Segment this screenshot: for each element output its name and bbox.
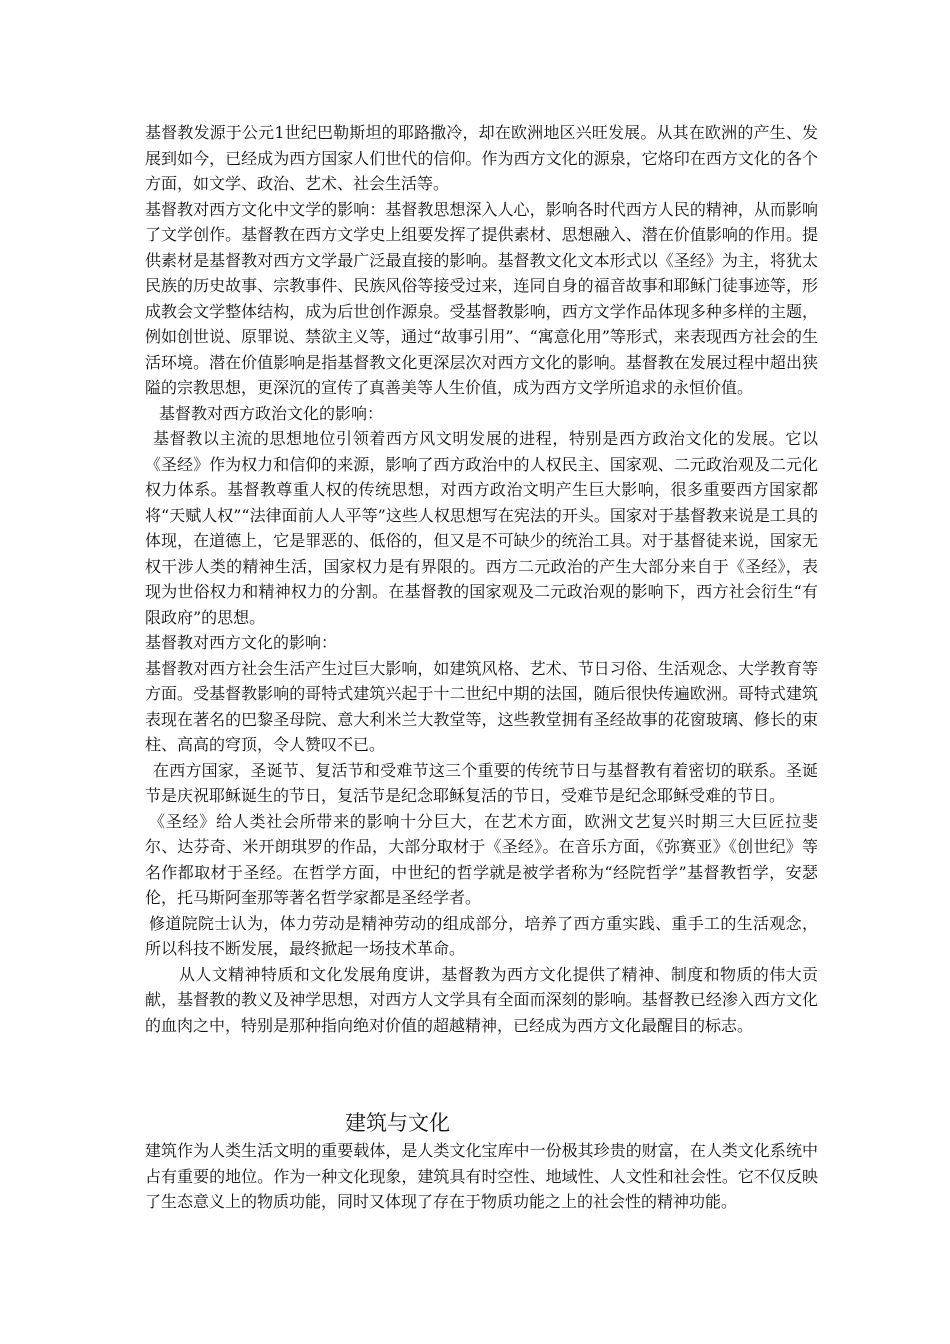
intro-paragraph: 基督教发源于公元1世纪巴勒斯坦的耶路撒冷，却在欧洲地区兴旺发展。从其在欧洲的产生、发展到如今，已经成为西方国家人们世代的信仰。作为西方文化的源泉，它烙印在西方文化的各个方面，如文学、政治、艺术、社会生活等。 [145, 123, 818, 193]
festivals-paragraph: 在西方国家，圣诞节、复活节和受难节这三个重要的传统节日与基督教有着密切的联系。圣诞节是庆祝耶稣诞生的节日，复活节是纪念耶稣复活的节日，受难节是纪念耶稣受难的节日。 [145, 760, 818, 805]
monastery-paragraph: 修道院院士认为，体力劳动是精神劳动的组成部分，培养了西方重实践、重手工的生活观念，所以科技不断发展，最终掀起一场技术革命。 [145, 913, 818, 958]
section-title: 建筑与文化 [345, 1111, 450, 1135]
literature-paragraph: 基督教对西方文化中文学的影响：基督教思想深入人心，影响各时代西方人民的精神，从而影响了文学创作。基督教在西方文学史上组要发挥了提供素材、思想融入、潜在价值影响的作用。提供素材是基督教对西方文学最广泛最直接的影响。基督教文化文本形式以《圣经》为主，将犹太民族的历史故事、宗教事件、民族风俗等接受过来，连同自身的福音故事和耶稣门徒事迹等，形成教会文学整体结构，成为后世创作源泉。受基督教影响，西方文学作品体现多种多样的主题，例如创世说、原罪说、禁欲主义等，通过“故事引用”、“寓意化用”等形式，来表现西方社会的生活环境。潜在价值影响是指基督教文化更深层次对西方文化的影响。基督教在发展过程中超出狭隘的宗教思想，更深沉的宣传了真善美等人生价值，成为西方文学所追求的永恒价值。 [145, 199, 818, 397]
document-page [145, 120, 818, 1215]
conclusion-paragraph: 从人文精神特质和文化发展角度讲，基督教为西方文化提供了精神、制度和物质的伟大贡献，基督教的教义及神学思想，对西方人文学具有全面而深刻的影响。基督教已经渗入西方文化的血肉之中，特别是那种指向绝对价值的超越精神，已经成为西方文化最醒目的标志。 [145, 964, 818, 1035]
architecture-influence-paragraph: 基督教对西方社会生活产生过巨大影响，如建筑风格、艺术、节日习俗、生活观念、大学教育等方面。受基督教影响的哥特式建筑兴起于十二世纪中期的法国，随后很快传遍欧洲。哥特式建筑表现在著名的巴黎圣母院、意大利米兰大教堂等，这些教堂拥有圣经故事的花窗玻璃、修长的束柱、高高的穹顶，令人赞叹不已。 [145, 658, 818, 754]
politics-heading: 基督教对西方政治文化的影响： [159, 403, 384, 423]
bible-influence-paragraph: 《圣经》给人类社会所带来的影响十分巨大，在艺术方面，欧洲文艺复兴时期三大巨匠拉斐尔、达芬奇、米开朗琪罗的作品，大部分取材于《圣经》。在音乐方面，《弥赛亚》《创世纪》等名作都取材于圣经。在哲学方面，中世纪的哲学就是被学者称为“经院哲学”基督教哲学，安瑟伦，托马斯阿奎那等著名哲学家都是圣经学者。 [145, 811, 818, 907]
politics-paragraph: 基督教以主流的思想地位引领着西方风文明发展的进程，特别是西方政治文化的发展。它以《圣经》作为权力和信仰的来源，影响了西方政治中的人权民主、国家观、二元政治观及二元化权力体系。基督教尊重人权的传统思想，对西方政治文明产生巨大影响，很多重要西方国家都将“天赋人权”“法律面前人人平等”这些人权思想写在宪法的开头。国家对于基督教来说是工具的体现，在道德上，它是罪恶的、低俗的，但又是不可缺少的统治工具。对于基督徒来说，国家无权干涉人类的精神生活，国家权力是有界限的。西方二元政治的产生大部分来自于《圣经》，表现为世俗权力和精神权力的分割。在基督教的国家观及二元政治观的影响下，西方社会衍生“有限政府”的思想。 [145, 429, 818, 627]
culture-heading: 基督教对西方文化的影响： [145, 633, 338, 652]
architecture-culture-paragraph: 建筑作为人类生活文明的重要载体，是人类文化宝库中一份极其珍贵的财富，在人类文化系统中占有重要的地位。作为一种文化现象，建筑具有时空性、地域性、人文性和社会性。它不仅反映了生态意义上的物质功能，同时又体现了存在于物质功能之上的社会性的精神功能。 [145, 1141, 818, 1211]
